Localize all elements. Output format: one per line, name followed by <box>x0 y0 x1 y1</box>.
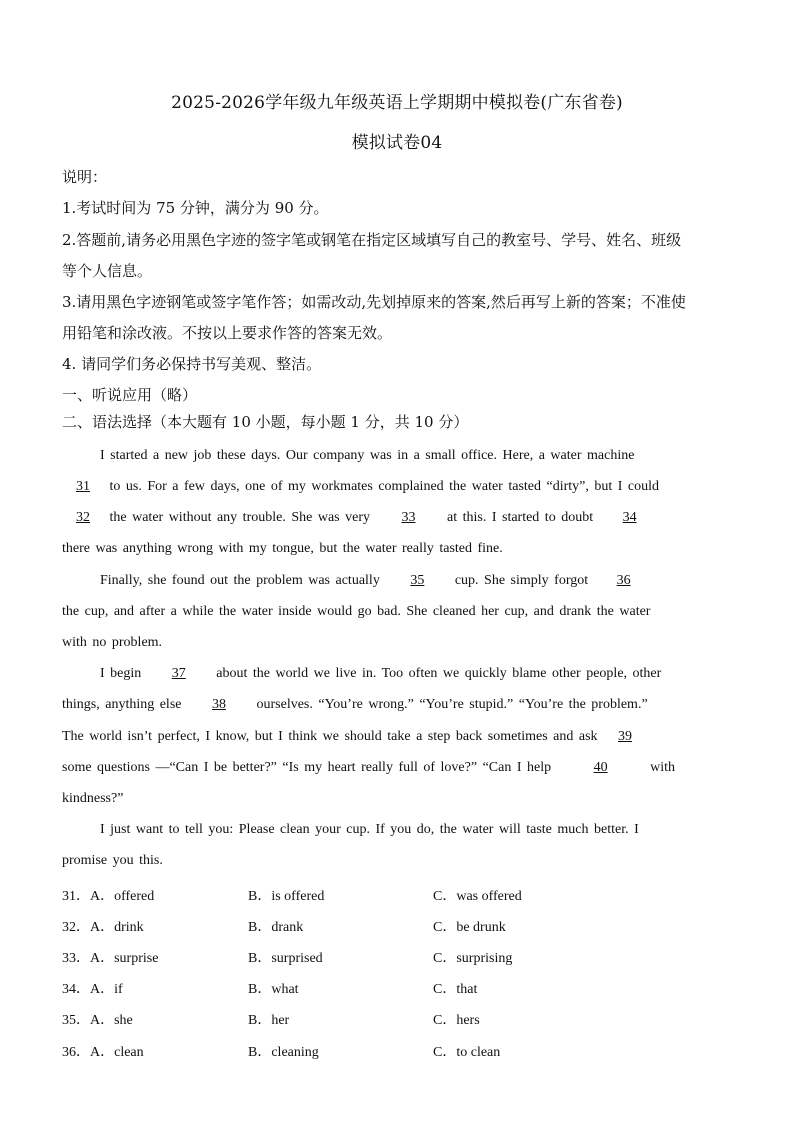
question-35-option-a: 35．A．she <box>62 1013 133 1028</box>
passage-line: there was anything wrong with my tongue, but the water really tasted fine. <box>62 541 503 556</box>
passage-text: the water without any trouble. She was very <box>109 510 370 525</box>
passage-line: with no problem. <box>62 635 163 650</box>
passage-line <box>62 510 722 526</box>
passage-line <box>62 729 722 745</box>
blank-39: 39 <box>618 729 633 744</box>
passage-line: promise you this. <box>62 853 163 868</box>
blank-36: 36 <box>616 573 631 588</box>
passage-text: at this. I started to doubt <box>447 510 594 525</box>
question-33-option-a: 33．A．surprise <box>62 951 159 966</box>
question-32-option-b: B．drank <box>248 920 304 935</box>
blank-38: 38 <box>212 697 226 712</box>
question-33-option-b: B．surprised <box>248 951 323 966</box>
passage-text: ourselves. “You’re wrong.” “You’re stupid.” “You’re the problem.” <box>256 697 648 712</box>
blank-37: 37 <box>171 666 186 681</box>
blank-34: 34 <box>622 510 637 525</box>
question-33-option-c: C．surprising <box>433 951 513 966</box>
instruction-item-2: 2.答题前,请务必用黑色字迹的签字笔或钢笔在指定区域填写自己的教室号、学号、姓名、班级 <box>62 231 682 249</box>
passage-text: Finally, she found out the problem was actually <box>100 573 380 588</box>
question-35-option-c: C．hers <box>433 1013 480 1028</box>
passage-line: I started a new job these days. Our company was in a small office. Here, a water machine <box>100 448 635 463</box>
passage-line: the cup, and after a while the water inside would go bad. She cleaned her cup, and drank the water <box>62 604 651 619</box>
passage-line: I just want to tell you: Please clean your cup. If you do, the water will taste much better. I <box>100 822 639 837</box>
blank-32: 32 <box>76 510 90 525</box>
question-34-option-c: C．that <box>433 982 478 997</box>
blank-31: 31 <box>76 479 90 494</box>
question-32-option-a: 32．A．drink <box>62 920 144 935</box>
instruction-item-4: 4. 请同学们务必保持书写美观、整洁。 <box>62 355 322 373</box>
exam-title: 2025-2026学年级九年级英语上学期期中模拟卷(广东省卷) <box>171 93 623 113</box>
section-heading-2: 二、语法选择（本大题有 10 小题，每小题 1 分，共 10 分） <box>62 413 469 431</box>
section-heading-1: 一、听说应用（略） <box>62 386 198 404</box>
blank-35: 35 <box>410 573 425 588</box>
question-31-option-b: B．is offered <box>248 889 325 904</box>
question-35-option-b: B．her <box>248 1013 290 1028</box>
passage-line <box>62 697 722 713</box>
passage-text: some questions —“Can I be better?” “Is my heart really full of love?” “Can I help <box>62 760 552 775</box>
passage-line <box>100 666 760 682</box>
instruction-item-3-cont: 用铅笔和涂改液。不按以上要求作答的答案无效。 <box>62 324 393 342</box>
question-31-option-c: C．was offered <box>433 889 522 904</box>
question-36-option-a: 36．A．clean <box>62 1045 144 1060</box>
question-36-option-b: B．cleaning <box>248 1045 319 1060</box>
question-34-option-a: 34．A．if <box>62 982 123 997</box>
question-36-option-c: C．to clean <box>433 1045 501 1060</box>
passage-text: cup. She simply forgot <box>454 573 589 588</box>
question-32-option-c: C．be drunk <box>433 920 506 935</box>
passage-text: The world isn’t perfect, I know, but I think we should take a step back sometimes and ask <box>62 729 598 744</box>
passage-text: I begin <box>100 666 142 681</box>
instruction-item-1: 1.考试时间为 75 分钟，满分为 90 分。 <box>62 199 329 217</box>
passage-line: kindness?” <box>62 791 124 806</box>
passage-line <box>62 479 722 495</box>
passage-text: things, anything else <box>62 697 182 712</box>
blank-40: 40 <box>593 760 608 775</box>
instructions-heading: 说明： <box>62 168 108 186</box>
blank-33: 33 <box>401 510 416 525</box>
question-31-option-a: 31．A．offered <box>62 889 155 904</box>
instruction-item-2-cont: 等个人信息。 <box>62 262 153 280</box>
passage-line <box>62 760 722 776</box>
instruction-item-3: 3.请用黑色字迹钢笔或签字笔作答；如需改动,先划掉原来的答案,然后再写上新的答案；不准使 <box>62 293 686 311</box>
passage-text: with <box>650 760 675 775</box>
passage-text: about the world we live in. Too often we quickly blame other people, other <box>216 666 662 681</box>
exam-subtitle: 模拟试卷04 <box>351 133 443 153</box>
question-34-option-b: B．what <box>248 982 299 997</box>
passage-line <box>100 573 760 589</box>
passage-text: to us. For a few days, one of my workmates complained the water tasted “dirty”, but I could <box>109 479 660 494</box>
